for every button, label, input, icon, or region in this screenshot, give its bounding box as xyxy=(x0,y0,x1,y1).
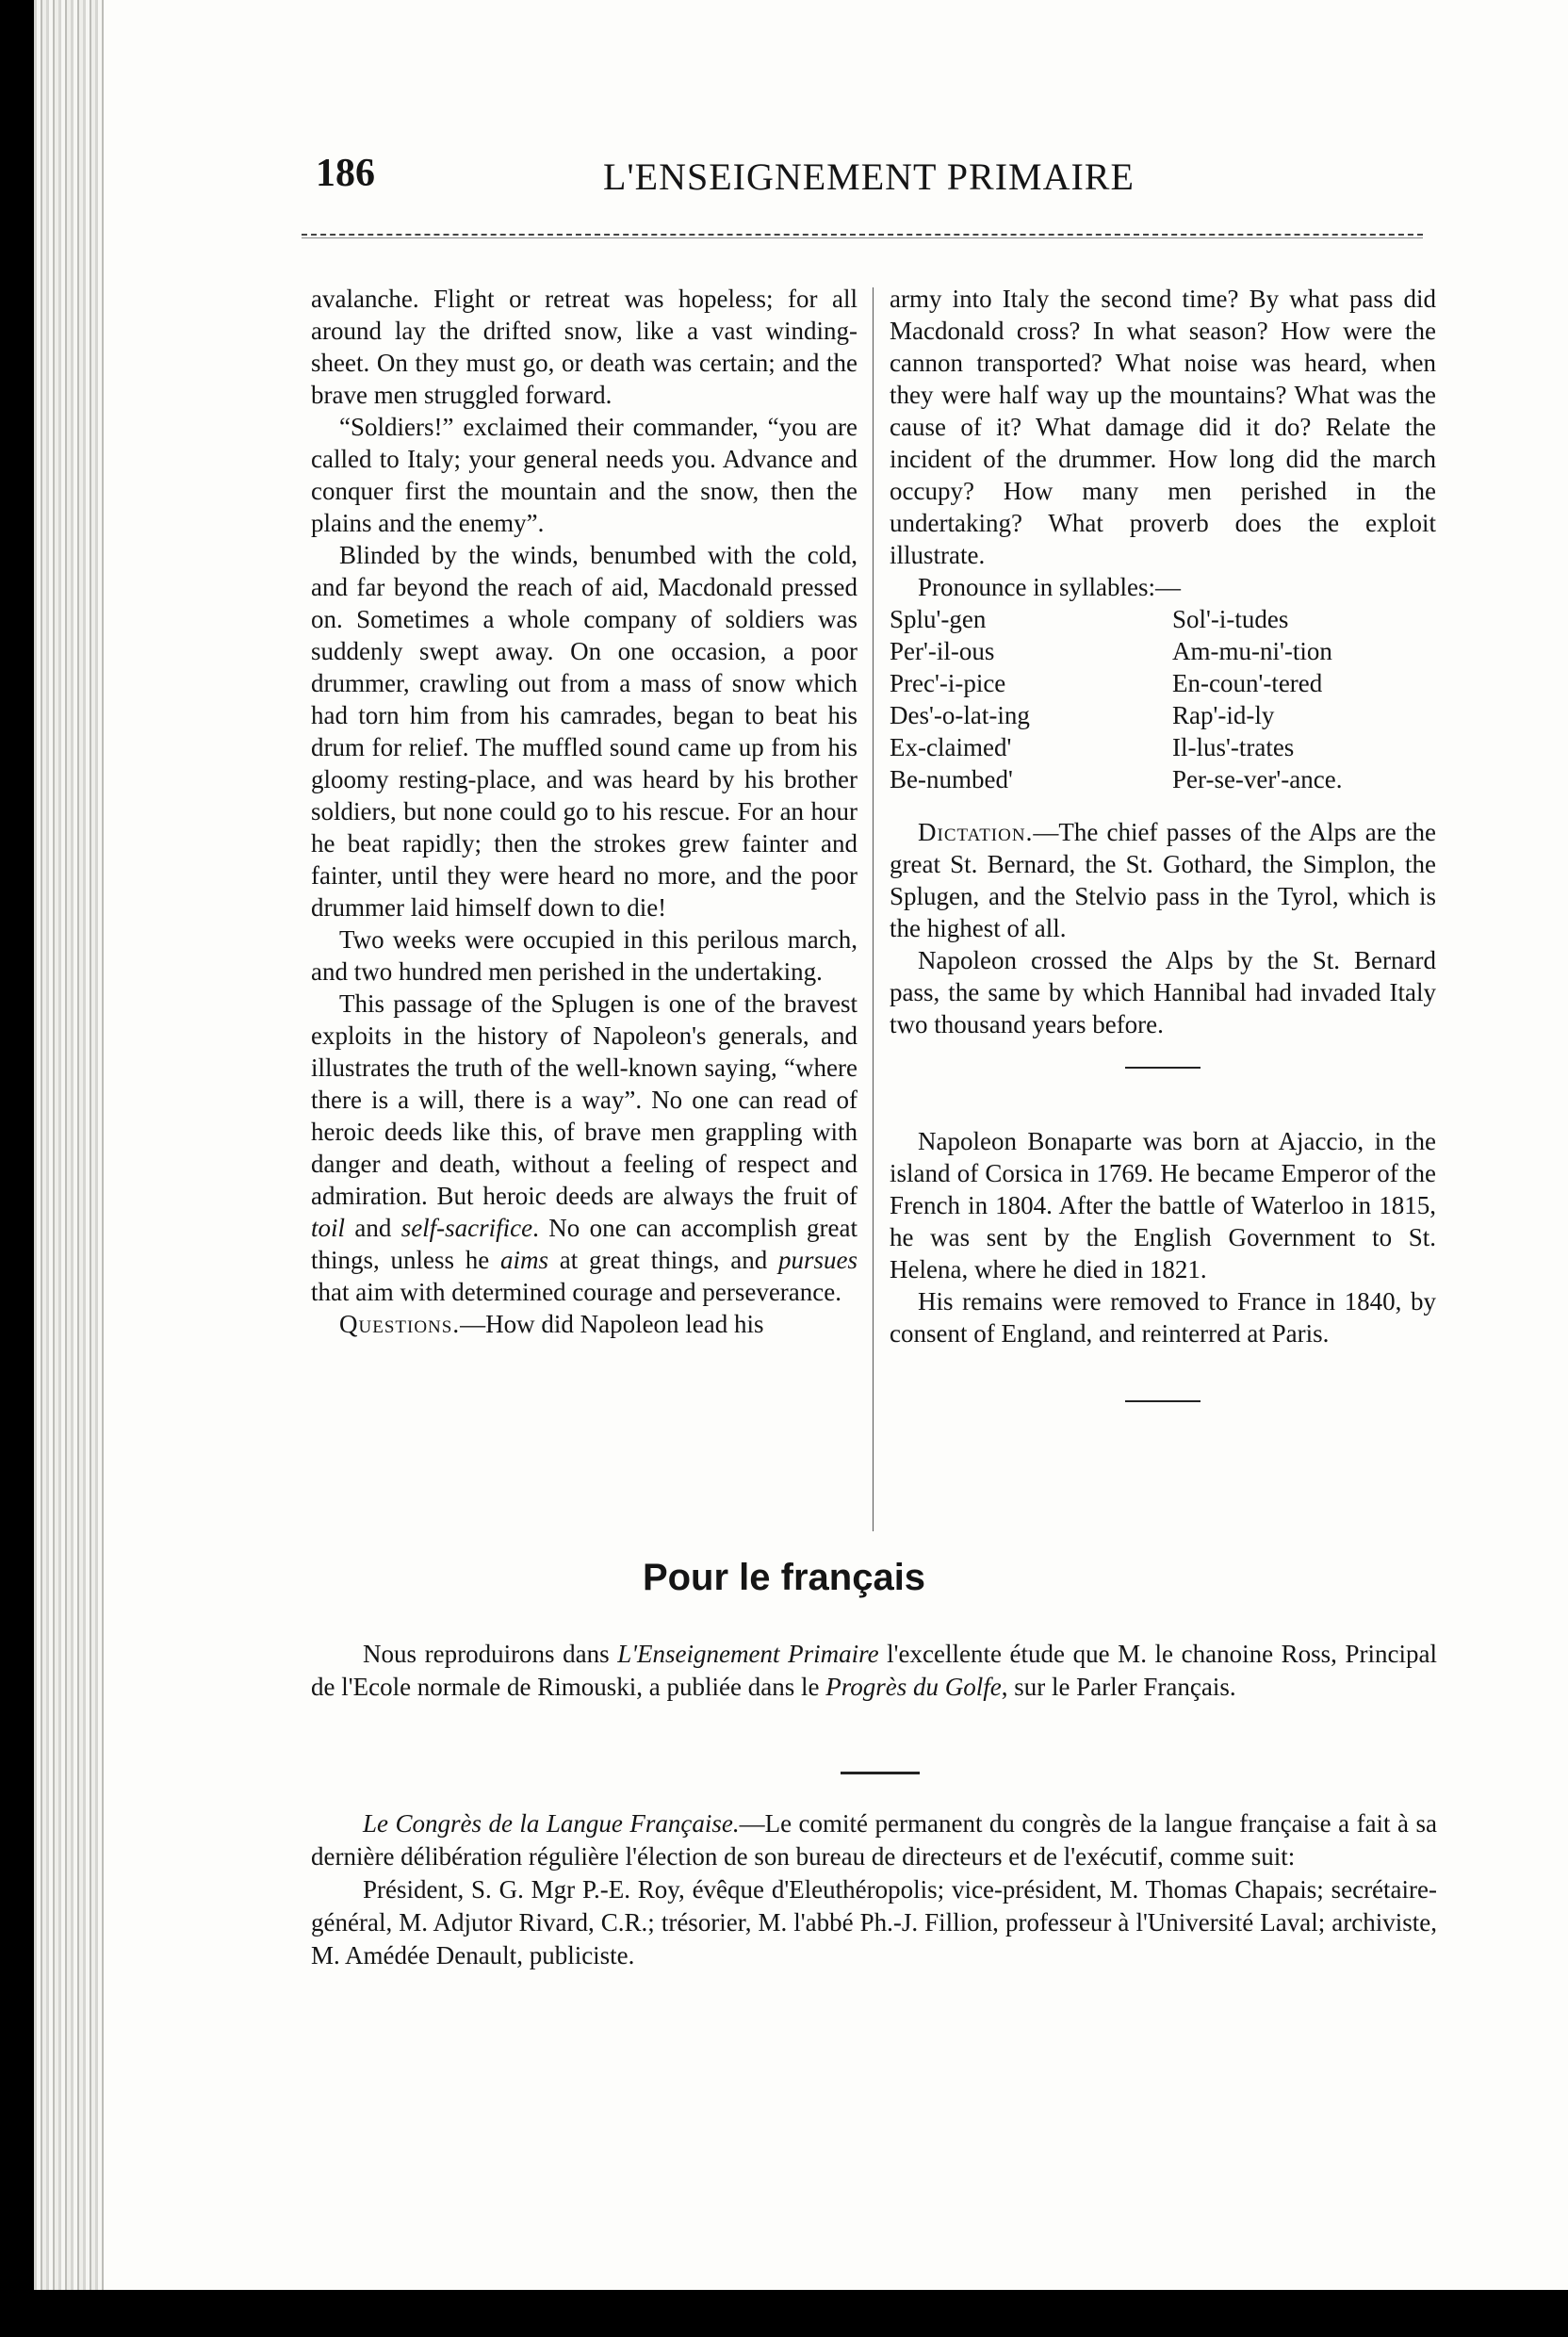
paragraph-soldiers: “Soldiers!” exclaimed their commander, “you are called to Italy; your general needs you. Advance and conquer first the mountain and the snow, then the plains and the enemy”. xyxy=(311,413,858,537)
questions-label: Questions. xyxy=(339,1310,461,1338)
text-run: . No one can accomplish great things, unless he xyxy=(311,1214,858,1274)
paragraph-splugen xyxy=(311,988,858,1308)
right-column xyxy=(890,283,1436,1402)
syllable-item: Be-numbed' xyxy=(890,765,1013,793)
syllable-item: Am-mu-ni'-tion xyxy=(1172,637,1332,665)
paragraph-dictation-2: Napoleon crossed the Alps by the St. Bernard pass, the same by which Hannibal had invaded Italy two thousand years before. xyxy=(890,946,1436,1038)
pronounce-heading: Pronounce in syllables:— xyxy=(918,573,1181,601)
page-number: 186 xyxy=(316,152,375,195)
italic-title: Progrès du Golfe xyxy=(825,1673,1002,1701)
text-run: and xyxy=(345,1214,401,1242)
paragraph-congres xyxy=(311,1807,1437,1873)
dictation-text: —The chief passes of the Alps are the great St. Bernard, the St. Gothard, the Simplon, the Splugen, and the Stelvio pass in the Tyrol, which is the highest of all. xyxy=(890,818,1436,942)
syllable-item: Il-lus'-trates xyxy=(1172,733,1295,761)
syllable-item: En-coun'-tered xyxy=(1172,669,1323,697)
syllable-item: Rap'-id-ly xyxy=(1172,701,1275,729)
text-run: l'excellente étude que M. le chanoine Ross, Principal de l'Ecole normale de Rimouski, a publiée dans le xyxy=(311,1640,1437,1701)
text-run: that aim with determined courage and perseverance. xyxy=(311,1278,841,1306)
intro-block xyxy=(311,1638,1437,1704)
questions-text: —How did Napoleon lead his xyxy=(460,1310,764,1338)
header-rule xyxy=(302,234,1423,238)
congres-label: Le Congrès de la Langue Française. xyxy=(363,1809,740,1838)
paragraph-blinded: Blinded by the winds, benumbed with the cold, and far beyond the reach of aid, Macdonald pressed on. Sometimes a whole company of soldiers was suddenly swept away. On one occasion, a poor drummer, crawling out from a mass of snow which had torn him from his camrades, began to beat his drum for relief. The muffled sound came up from his gloomy resting-place, and was heard by his brother soldiers, but none could go to his rescue. For an hour he beat rapidly; then the strokes grew fainter and fainter, until they were heard no more, and the poor drummer laid himself down to die! xyxy=(311,541,858,922)
paragraph-avalanche: avalanche. Flight or retreat was hopeless; for all around lay the drifted snow, like a vast winding-sheet. On they must go, or death was certain; and the brave men struggled forward. xyxy=(311,285,858,409)
paragraph-officers: Président, S. G. Mgr P.-E. Roy, évêque d'Eleuthéropolis; vice-président, M. Thomas Chapais; secrétaire-général, M. Adjutor Rivard, C.R.; trésorier, M. l'abbé Ph.-J. Fillion, professeur à l'Université Laval; archiviste, M. Amédée Denault, publiciste. xyxy=(311,1875,1437,1969)
paragraph-questions xyxy=(311,1308,858,1340)
italic-word: toil xyxy=(311,1214,346,1242)
text-run: at great things, and xyxy=(548,1246,778,1274)
syllables-list xyxy=(890,603,1436,795)
congres-block xyxy=(311,1807,1437,1972)
italic-title: L'Enseignement Primaire xyxy=(617,1640,879,1668)
syllable-item: Prec'-i-pice xyxy=(890,669,1006,697)
running-title: L'ENSEIGNEMENT PRIMAIRE xyxy=(603,155,1135,198)
page-binding xyxy=(34,0,104,2290)
syllable-item: Sol'-i-tudes xyxy=(1172,605,1289,633)
paragraph-dictation xyxy=(890,816,1436,944)
syllable-item: Ex-claimed' xyxy=(890,733,1012,761)
dictation-label: Dictation. xyxy=(918,818,1034,846)
syllable-item: Splu'-gen xyxy=(890,605,987,633)
paragraph-two-weeks: Two weeks were occupied in this perilous march, and two hundred men perished in the undertaking. xyxy=(311,925,858,986)
syllable-item: Des'-o-lat-ing xyxy=(890,701,1030,729)
syllable-item: Per-se-ver'-ance. xyxy=(1172,765,1343,793)
text-run: , sur le Parler Français. xyxy=(1001,1673,1236,1701)
paragraph-intro xyxy=(311,1638,1437,1704)
syllable-item: Per'-il-ous xyxy=(890,637,995,665)
section-heading: Pour le français xyxy=(642,1557,926,1598)
separator-rule xyxy=(1125,1400,1200,1402)
column-divider xyxy=(873,287,874,1531)
italic-word: aims xyxy=(500,1246,549,1274)
paragraph-bonaparte: Napoleon Bonaparte was born at Ajaccio, in the island of Corsica in 1769. He became Emperor of the French in 1804. After the battle of Waterloo in 1815, he was sent by the English Government to St. Helena, where he died in 1821. xyxy=(890,1127,1436,1283)
separator-rule xyxy=(1125,1067,1200,1069)
italic-word: pursues xyxy=(777,1246,858,1274)
italic-word: self-sacrifice xyxy=(400,1214,533,1242)
paragraph-remains: His remains were removed to France in 1840, by consent of England, and reinterred at Paris. xyxy=(890,1287,1436,1348)
congres-text: —Le comité permanent du congrès de la langue française a fait à sa dernière délibération régulière l'élection de son bureau de directeurs et de l'exécutif, comme suit: xyxy=(311,1809,1437,1871)
separator-rule xyxy=(841,1772,920,1774)
left-column xyxy=(311,283,858,1340)
text-run: This passage of the Splugen is one of the bravest exploits in the history of Napoleon's generals, and illustrates the truth of the well-known saying, “where there is a will, there is a way”. No one can read of heroic deeds like this, of brave men grappling with danger and death, without a feeling of respect and admiration. But heroic deeds are always the fruit of xyxy=(311,989,858,1210)
text-run: Nous reproduirons dans xyxy=(363,1640,618,1668)
paragraph-questions-cont: army into Italy the second time? By what pass did Macdonald cross? In what season? How were the cannon transported? What noise was heard, when they were half way up the mountains? What was the cause of it? What damage did it do? Relate the incident of the drummer. How long did the march occupy? How many men perished in the undertaking? What proverb does the exploit illustrate. xyxy=(890,285,1436,569)
